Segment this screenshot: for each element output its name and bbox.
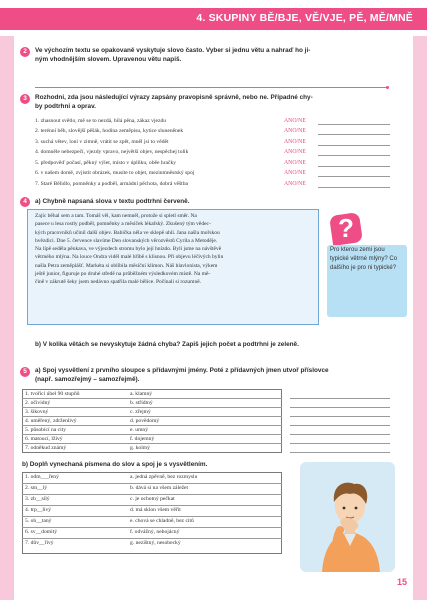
table-b-divider bbox=[22, 505, 282, 506]
task-2-instruction-line1: Ve výchozím textu se opakovaně vyskytuje slovo často. Vyber si jednu větu a nahraď ho ji- bbox=[35, 47, 311, 54]
correction-line-2[interactable] bbox=[318, 134, 390, 135]
table-b-left-1[interactable]: 1. odm___řený bbox=[25, 474, 59, 480]
task-number-3: 3 bbox=[20, 94, 30, 104]
adverb-answer-line[interactable] bbox=[290, 452, 390, 453]
choice-ano-ne-6[interactable]: ANO/NE bbox=[284, 170, 306, 176]
task-number-2: 2 bbox=[20, 47, 30, 57]
choice-ano-ne-5[interactable]: ANO/NE bbox=[284, 160, 306, 166]
choice-ano-ne-7[interactable]: ANO/NE bbox=[284, 181, 306, 187]
page-title: 4. SKUPINY BĚ/BJE, VĚ/VJE, PĚ, MĚ/MNĚ bbox=[196, 12, 413, 24]
left-margin-band bbox=[0, 36, 14, 600]
task-4a-instruction: a) Chybně napsaná slova v textu podtrhni červeně. bbox=[35, 198, 190, 205]
table-a-right-3: c. zřejmý bbox=[130, 409, 151, 415]
answer-line[interactable] bbox=[35, 87, 387, 88]
line-end-dot bbox=[386, 86, 389, 89]
right-margin-band bbox=[413, 36, 427, 600]
table-a-right-5: e. umný bbox=[130, 427, 149, 433]
adverb-answer-line[interactable] bbox=[290, 398, 390, 399]
sentence-3: 3. suchá větev, loni v zimně, vrátit se zpět, mněl jsi to vědět bbox=[35, 139, 169, 145]
side-question-text: Pro kterou zemi jsou typické větrné mlýny? Co dalšího je pro ni typické? bbox=[330, 247, 398, 272]
adverb-answer-line[interactable] bbox=[290, 416, 390, 417]
thinking-person-illustration bbox=[300, 462, 395, 572]
sentence-2: 2. terénní běh, slovější pěšák, hodina zeměpisu, kytice sluneněnek bbox=[35, 128, 184, 134]
table-b-left-6[interactable]: 6. sv__domitý bbox=[25, 529, 58, 535]
table-a-divider bbox=[22, 443, 282, 444]
choice-ano-ne-4[interactable]: ANO/NE bbox=[284, 149, 306, 155]
table-b-divider bbox=[22, 494, 282, 495]
choice-ano-ne-1[interactable]: ANO/NE bbox=[284, 118, 306, 124]
sentence-4: 4. domněle nebezpečí, vjezdy vpravo, největší objev, nespěchej tolik bbox=[35, 149, 189, 155]
task-number-5: 5 bbox=[20, 367, 30, 377]
table-a-divider bbox=[22, 398, 282, 399]
choice-ano-ne-3[interactable]: ANO/NE bbox=[284, 139, 306, 145]
table-a-divider bbox=[22, 416, 282, 417]
table-a-left-5: 5. působící na city bbox=[25, 427, 67, 433]
question-mark-icon: ? bbox=[338, 213, 354, 243]
table-b-right-6: f. odvážný, nebojácný bbox=[130, 529, 180, 535]
table-b-left-4[interactable]: 4. trp__livý bbox=[25, 507, 52, 513]
table-a-left-4: 4. uměřený, zdrženlivý bbox=[25, 418, 77, 424]
story-line-3: kých pracovníků učinil další objev. Babička něla ve sklepě uhlí. Jana našla mořskou bbox=[35, 229, 220, 236]
correction-line-5[interactable] bbox=[318, 166, 390, 167]
task-5a-instruction-line2: (např. samozřejmý – samozřejmě). bbox=[35, 376, 140, 383]
table-a-right-2: b. střídmý bbox=[130, 400, 153, 406]
table-b-left-3[interactable]: 3. zb__silý bbox=[25, 496, 50, 502]
table-a-left-7: 7. odněkud známý bbox=[25, 445, 67, 451]
table-b-right-3: c. je ochotný pečkat bbox=[130, 496, 175, 502]
adverb-answer-line[interactable] bbox=[290, 425, 390, 426]
story-line-6: větrného mlýna. Na louce Ondra viděl malé hříbě s klisnou. Při objevu léčivých bylin bbox=[35, 254, 224, 261]
table-a-left-6: 6. matoucí, lživý bbox=[25, 436, 63, 442]
table-a-divider bbox=[22, 434, 282, 435]
story-text bbox=[35, 212, 315, 287]
table-a-right-4: d. povědomý bbox=[130, 418, 160, 424]
story-line-7: našla Petra zeměplášť. Markéta si oblíbila měsíční klimon. Náš hlavlonista, výkem bbox=[35, 262, 218, 269]
table-b-right-1: a. jedná zpěvně, bez rozmyslu bbox=[130, 474, 198, 480]
story-line-8: ještě junior, figuruje po druhé středě na průběžném výsledkovém místě. Na mě- bbox=[35, 271, 211, 278]
adverb-answer-line[interactable] bbox=[290, 434, 390, 435]
choice-ano-ne-2[interactable]: ANO/NE bbox=[284, 128, 306, 134]
table-b-divider bbox=[22, 483, 282, 484]
sentence-7: 7. Staré Bělidlo, pomněnky a podběl, armádní pěchota, dobrá věštba bbox=[35, 181, 189, 187]
table-b-divider bbox=[22, 538, 282, 539]
correction-line-4[interactable] bbox=[318, 155, 390, 156]
table-b-right-4: d. má sklon všem věřit bbox=[130, 507, 181, 513]
story-line-4: hvězdici. Dne 5. července slavíme Den slovanských věrozvěstů Cyrila a Metoděje. bbox=[35, 237, 218, 244]
table-a-left-1: 1. tvořící úhel 90 stupňů bbox=[25, 391, 80, 397]
table-a-right-1: a. klamný bbox=[130, 391, 153, 397]
story-line-5: Na lípě seděla pěnkava, ve výjezdech stromu bylo její hnízdo. Byli jsme na návštěvě bbox=[35, 246, 222, 253]
correction-line-1[interactable] bbox=[318, 124, 390, 125]
task-3-instruction-line2: by podtrhni a oprav. bbox=[35, 103, 96, 110]
table-a-left-3: 3. šikovný bbox=[25, 409, 49, 415]
task-2-instruction-line2: ným vhodnějším slovem. Upravenou větu napiš. bbox=[35, 56, 182, 63]
story-line-1: Zajíc běhal sem a tam. Tomáš věl, kam nemněl, protože si spletl směr. Na bbox=[35, 213, 197, 219]
task-5b-instruction: b) Doplň vynechaná písmena do slov a spoj je s vysvětlením. bbox=[22, 461, 208, 468]
table-b-divider bbox=[22, 527, 282, 528]
table-b-right-7: g. nezištný, nesobecký bbox=[130, 540, 181, 546]
sentence-1: 1. zhasnout světlo, mě se to nezdá, bílá pěna, zákaz vjezdu bbox=[35, 118, 167, 124]
table-b-right-2: b. dává si na všem záležet bbox=[130, 485, 189, 491]
sentence-6: 6. v našem domě, zvjistit obrázek, musíte to objet, mezinmněstský spoj bbox=[35, 170, 195, 176]
correction-line-6[interactable] bbox=[318, 176, 390, 177]
table-b-left-7[interactable]: 7. dův__řivý bbox=[25, 540, 54, 546]
adverb-answer-line[interactable] bbox=[290, 443, 390, 444]
task-number-4: 4 bbox=[20, 197, 30, 207]
table-a-divider bbox=[22, 407, 282, 408]
task-4b-instruction: b) V kolika větách se nevyskytuje žádná chyba? Zapiš jejich počet a podtrhni je zeleně. bbox=[35, 341, 299, 348]
correction-line-3[interactable] bbox=[318, 145, 390, 146]
task-5a-instruction-line1: a) Spoj vysvětlení z prvního sloupce s přídavnými jmény. Poté z přídavných jmen utvoř příslovce bbox=[35, 367, 329, 374]
table-a-right-6: f. dojemný bbox=[130, 436, 155, 442]
story-line-2: pasece u lesa rostly podběl, pomněnky a měsíček lékařský. Zkušený tým vědec- bbox=[35, 221, 211, 228]
sentence-5: 5. předpověď počasí, pěkný výlet, místo v úplňku, oběe hračky bbox=[35, 160, 177, 166]
table-a-divider bbox=[22, 425, 282, 426]
task-3-instruction-line1: Rozhodni, zda jsou následující výrazy zapsány pravopisně správně, nebo ne. Případné chy- bbox=[35, 94, 313, 101]
table-b-left-5[interactable]: 5. oh__taný bbox=[25, 518, 52, 524]
table-a-left-2: 2. očividný bbox=[25, 400, 51, 406]
table-b-divider bbox=[22, 516, 282, 517]
table-b-right-5: e. chová se chladně, bez citů bbox=[130, 518, 194, 524]
correction-line-7[interactable] bbox=[318, 187, 390, 188]
adverb-answer-line[interactable] bbox=[290, 407, 390, 408]
story-line-9: čině v zákrutě šeky jsem nedávno spatřila malé bělice. Počínali si rozumně. bbox=[35, 279, 202, 286]
page-number: 15 bbox=[396, 577, 407, 587]
table-a-right-7: g. kolmý bbox=[130, 445, 150, 451]
table-b-left-2[interactable]: 2. sm__lý bbox=[25, 485, 48, 491]
